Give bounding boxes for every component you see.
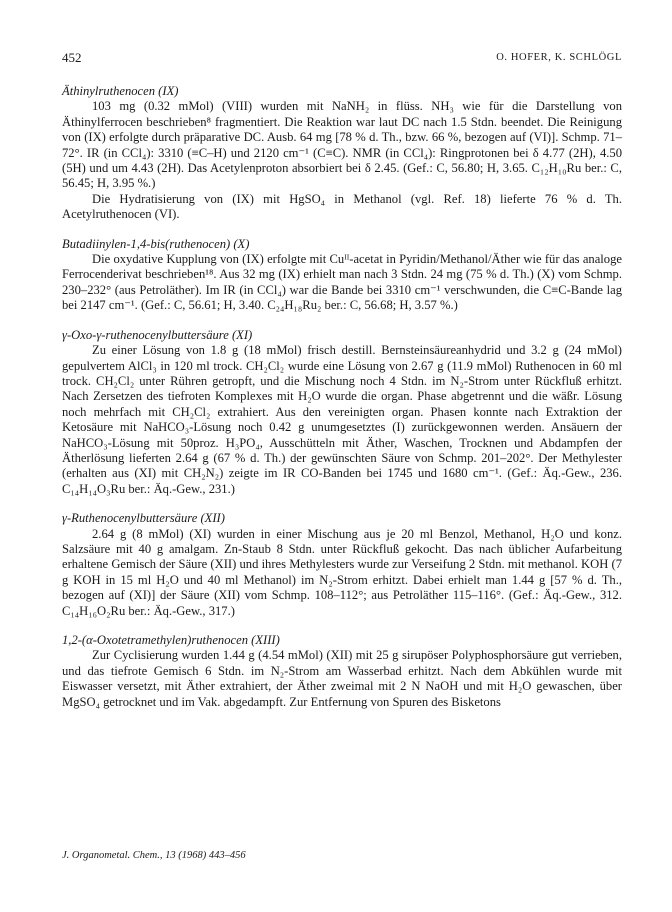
paragraph: 2.64 g (8 mMol) (XI) wurden in einer Mischung aus je 20 ml Benzol, Methanol, H₂O und konz. Salzsäure mit 40 g amalgam. Zn-Staub 8 Stdn. unter Rückfluß gekocht. Das nach üblicher Aufarbeitung erhaltene Gemisch der Säure (XII) und ihres Methylesters wurde zur Verseifung 2 Stdn. mit methanol. KOH (7 g KOH in 15 ml H₂O und 40 ml Methanol) im N₂-Strom erhitzt. Dabei erhielt man 1.44 g [57 % d. Th., bezogen auf (XI)] der Säure (XII) vom Schmp. 108–112°; aus Petroläther 115–116°. (Gef.: Äq.-Gew., 312. C₁₄H₁₆O₂Ru ber.: Äq.-Gew., 317.) <box>62 526 622 618</box>
section-butadiinylen <box>62 237 622 314</box>
paragraph: Die Hydratisierung von (IX) mit HgSO₄ in Methanol (vgl. Ref. 18) lieferte 76 % d. Th. Acetylruthenocen (VI). <box>62 191 622 222</box>
section-aethinylruthenocen <box>62 84 622 223</box>
section-title: Butadiinylen-1,4-bis(ruthenocen) (X) <box>62 236 250 251</box>
running-head: O. HOFER, K. SCHLÖGL <box>496 52 622 63</box>
section-title: Äthinylruthenocen (IX) <box>62 84 179 98</box>
paragraph: 103 mg (0.32 mMol) (VIII) wurden mit NaNH₂ in flüss. NH₃ wie für die Darstellung von Äthinylferrocen beschrieben⁸ fragmentiert. Die Reaktion war laut DC nach 1.5 Stdn. beendet. Die Reinigung von (IX) erfolgte durch präparative DC. Ausb. 64 mg [78 % d. Th., bzw. 66 %, bezogen auf (VI)]. Schmp. 71–72°. IR (in CCl₄): 3310 (≡C–H) und 2120 cm⁻¹ (C≡C). NMR (in CCl₄): Ringprotonen bei δ 4.77 (2H), 4.50 (5H) und um 4.43 (2H). Das Acetylenproton absorbiert bei δ 2.45. (Gef.: C, 56.80; H, 3.65. C₁₂H₁₀Ru ber.: C, 56.45; H, 3.95 %.) <box>62 99 622 191</box>
section-title: γ-Ruthenocenylbuttersäure (XII) <box>62 511 225 526</box>
paragraph: Zur Cyclisierung wurden 1.44 g (4.54 mMol) (XII) mit 25 g sirupöser Polyphosphorsäure gut verrieben, und das tiefrote Gemisch 6 Stdn. im N₂-Strom am Wasserbad erhitzt. Nach dem Abkühlen wurde mit Eiswasser versetzt, mit Äther extrahiert, der Äther zweimal mit 2 N NaOH und mit H₂O gewaschen, über MgSO₄ getrocknet und im Vak. abgedampft. Zur Entfernung von Spuren des Bisketons <box>62 648 622 709</box>
page-header <box>62 50 622 66</box>
page-number: 452 <box>62 50 82 65</box>
main-content <box>62 84 622 724</box>
journal-citation: J. Organometal. Chem., 13 (1968) 443–456 <box>62 850 246 861</box>
section-oxotetramethylen <box>62 633 622 710</box>
section-ruthenocenylbuttersaeure <box>62 511 622 619</box>
paragraph: Die oxydative Kupplung von (IX) erfolgte mit Cuᴵᴵ-acetat in Pyridin/Methanol/Äther wie für das analoge Ferrocenderivat beschrieben¹⁸. Aus 32 mg (IX) erhielt man nach 3 Stdn. 24 mg (75 % d. Th.) (X) vom Schmp. 230–232° (aus Petroläther). Im IR (in CCl₄) war die Bande bei 3310 cm⁻¹ verschwunden, die C≡C-Bande lag bei 2147 cm⁻¹. (Gef.: C, 56.61; H, 3.40. C₂₄H₁₈Ru₂ ber.: C, 56.68; H, 3.57 %.) <box>62 252 622 313</box>
section-title: γ-Oxo-γ-ruthenocenylbuttersäure (XI) <box>62 327 253 342</box>
paragraph: Zu einer Lösung von 1.8 g (18 mMol) frisch destill. Bernsteinsäureanhydrid und 3.2 g (24 mMol) gepulvertem AlCl₃ in 120 ml trock. CH₂Cl₂ wurde eine Lösung von 2.67 g (11.9 mMol) Ruthenocen in 60 ml trock. CH₂Cl₂ unter Rühren getropft, und die Mischung noch 4 Stdn. im N₂-Strom unter Rückfluß erhitzt. Nach Zersetzen des tiefroten Komplexes mit H₂O wurde die organ. Phase abgetrennt und die wäßr. Lösung noch mehrfach mit CH₂Cl₂ extrahiert. Aus den vereinigten organ. Phasen konnte nach Extraktion der Ketosäure mit NaHCO₃-Lösung noch 0.42 g unumgesetztes (I) zurückgewonnen werden. Ansäuern der NaHCO₃-Lösung mit 50proz. H₃PO₄, Ausschütteln mit Äther, Waschen, Trocknen und Abdampfen der Ätherlösung lieferten 2.64 g (67 % d. Th.) der gewünschten Säure von Schmp. 201–202°. Der Methylester (erhalten aus (XI) mit CH₂N₂) zeigte im IR CO-Banden bei 1745 und 1680 cm⁻¹. (Gef.: Äq.-Gew., 236. C₁₄H₁₄O₃Ru ber.: Äq.-Gew., 231.) <box>62 343 622 496</box>
section-oxo-buttersaeure <box>62 328 622 497</box>
section-title: 1,2-(α-Oxotetramethylen)ruthenocen (XIII) <box>62 633 280 647</box>
